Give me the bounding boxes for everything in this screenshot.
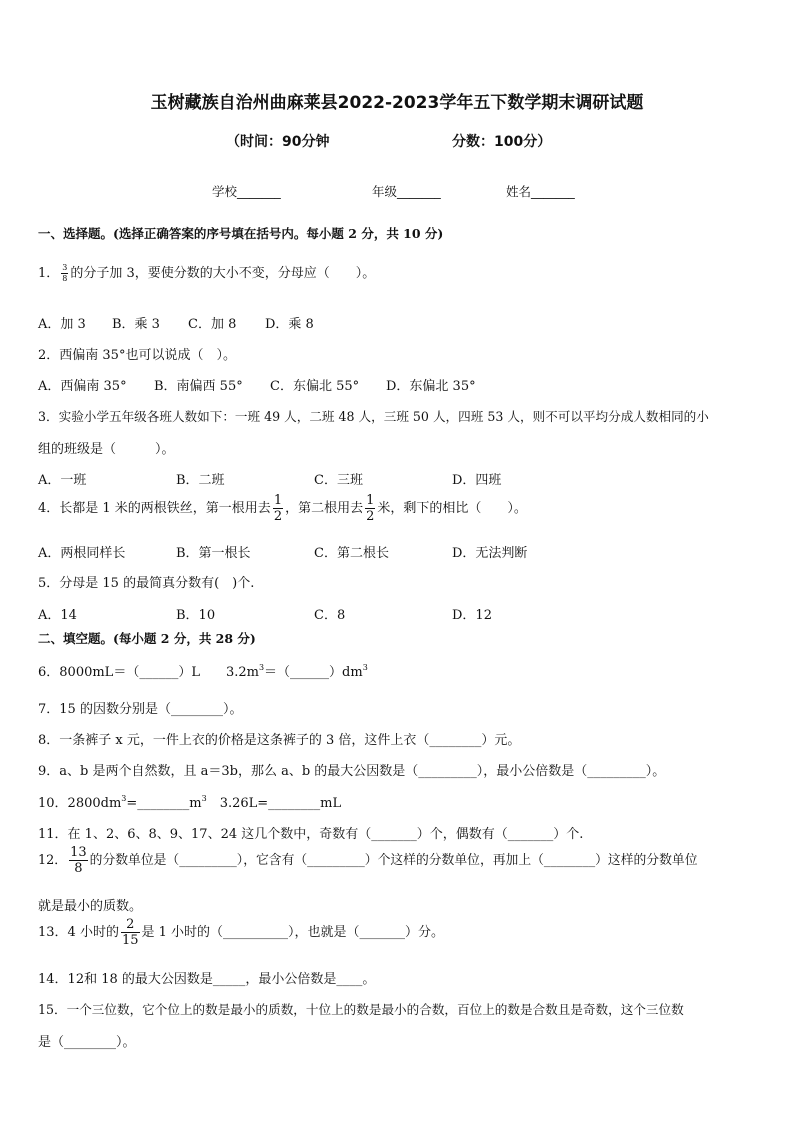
exam-time: （时间：90分钟 [226,134,330,150]
q3-option-a: A．一班 [38,473,87,488]
q1-option-d: D．乘 8 [265,317,314,332]
question-5: 5．分母是 15 的最简真分数有( )个. [38,576,255,591]
fraction: $\frac{2}{15}$ [121,917,139,948]
question-11: 11．在 1、2、6、8、9、17、24 这几个数中，奇数有（_______）个，偶数有（_______）个. [38,827,584,842]
q5-option-a: A．14 [38,608,77,623]
exam-score: 分数：100分） [452,134,552,150]
question-number: 1． [38,266,60,281]
question-14: 14．12和 18 的最大公因数是_____，最小公倍数是____。 [38,972,376,987]
q5-option-c: C．8 [314,608,346,623]
question-7: 7．15 的因数分别是（________）。 [38,702,243,717]
question-text: 的分子加 3，要使分数的大小不变，分母应（ ）。 [70,266,376,281]
q1-option-c: C．加 8 [188,317,237,332]
fraction: $\frac{13}{8}$ [70,845,87,876]
q2-option-d: D．东偏北 35° [386,379,476,394]
question-9: 9．a、b 是两个自然数，且 a＝3b，那么 a、b 的最大公因数是（_________），最小公倍数是（_________）。 [38,764,666,779]
question-4 [38,494,527,523]
q4-option-d: D．无法判断 [452,546,528,561]
q3-option-c: C．三班 [314,473,363,488]
question-12: 12． $\frac{13}{8}$ 的分数单位是（_________），它含有（_________）个这样的分数单位，再加上（________）这样的分数单位 [38,845,698,876]
q5-option-d: D．12 [452,608,492,623]
question-12-line-2: 就是最小的质数。 [38,899,143,914]
q5-option-b: B．10 [176,608,216,623]
q4-option-b: B．第一根长 [176,546,251,561]
question-3-line-1: 3．实验小学五年级各班人数如下：一班 49 人，二班 48 人，三班 50 人，四班 53 人，则不可以平均分成人数相同的小 [38,409,709,424]
section-2-heading: 二、填空题。(每小题 2 分，共 28 分) [38,631,256,646]
question-15-line-2: 是（________）。 [38,1035,136,1050]
grade-field: 年级_______ [372,184,441,199]
q2-option-a: A．西偏南 35° [38,379,127,394]
question-1 [38,262,375,283]
q3-option-b: B．二班 [176,473,225,488]
question-text: ，第二根用去 [285,501,364,516]
q1-option-a: A．加 3 [38,317,86,332]
question-text: 米，剩下的相比（ ）。 [377,501,527,516]
fraction: $\frac{1}{2}$ [366,493,375,524]
page-title: 玉树藏族自治州曲麻莱县2022-2023学年五下数学期末调研试题 [150,93,644,113]
question-3-line-2: 组的班级是（ ）。 [38,442,175,457]
question-8: 8．一条裤子 x 元，一件上衣的价格是这条裤子的 3 倍，这件上衣（________）元。 [38,733,521,748]
question-13: 13．4 小时的 $\frac{2}{15}$ 是 1 小时的（__________），也就是（_______）分。 [38,917,445,948]
question-2: 2．西偏南 35°也可以说成（ ）。 [38,348,236,363]
question-15-line-1: 15．一个三位数，它个位上的数是最小的质数，十位上的数是最小的合数，百位上的数是合数且是奇数，这个三位数 [38,1002,684,1017]
q2-option-b: B．南偏西 55° [154,379,243,394]
q3-option-d: D．四班 [452,473,502,488]
name-field: 姓名_______ [506,184,575,199]
school-field: 学校_______ [212,184,281,199]
q4-option-c: C．第二根长 [314,546,389,561]
question-6: 6．8000mL＝（______）L $3.2m^3=(\_\_\_\_\_\_)dm^3$ [38,663,368,680]
section-1-heading: 一、选择题。(选择正确答案的序号填在括号内。每小题 2 分，共 10 分) [38,226,444,241]
fraction: $\frac{1}{2}$ [273,493,283,524]
question-text: 4．长都是 1 米的两根铁丝，第一根用去 [38,501,271,516]
question-10: 10．$2800dm^3=\_\_\_\_\_\_\_\_m^3$ 3.26L=________mL [38,794,342,811]
q4-option-a: A．两根同样长 [38,546,126,561]
fraction: $\frac{3}{8}$ [62,263,68,283]
q1-option-b: B．乘 3 [112,317,160,332]
q2-option-c: C．东偏北 55° [270,379,360,394]
